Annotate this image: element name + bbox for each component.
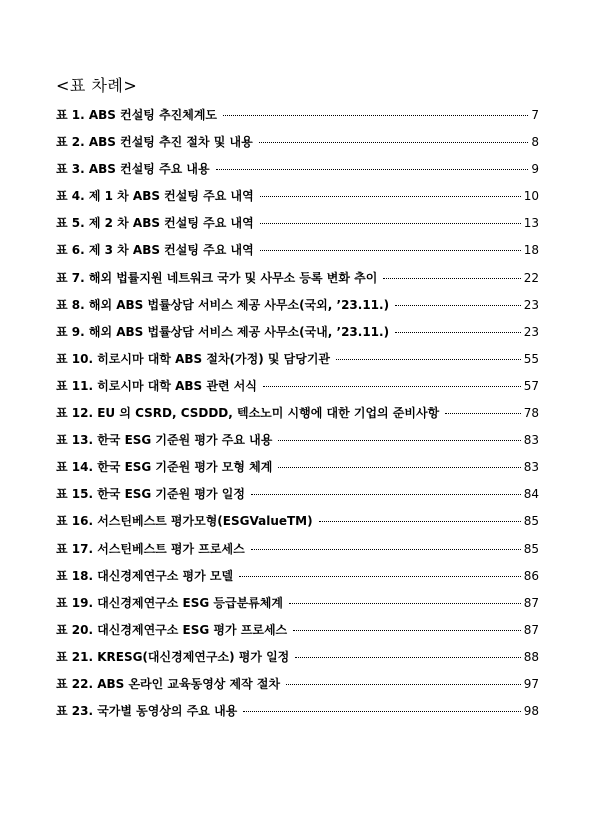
- toc-entry-label: 표 8. 해외 ABS 법률상담 서비스 제공 사무소(국외, ’23.11.): [56, 297, 390, 312]
- dot-leader: [239, 576, 521, 577]
- toc-entry-label: 표 18. 대신경제연구소 평가 모델: [56, 568, 234, 583]
- toc-entry-label: 표 3. ABS 컨설팅 주요 내용: [56, 162, 210, 177]
- toc-entry[interactable]: [56, 269, 539, 296]
- toc-entry-label: 표 15. 한국 ESG 기준원 평가 일정: [56, 487, 245, 502]
- dot-leader: [395, 332, 521, 333]
- page-title: <표 차례>: [56, 76, 138, 95]
- toc-entry-label: 표 20. 대신경제연구소 ESG 평가 프로세스: [56, 622, 288, 637]
- dot-leader: [295, 657, 520, 658]
- toc-entry[interactable]: [56, 106, 539, 133]
- dot-leader: [278, 467, 520, 468]
- toc-entry-label: 표 23. 국가별 동영상의 주요 내용: [56, 704, 238, 719]
- dot-leader: [259, 142, 529, 143]
- dot-leader: [263, 386, 521, 387]
- toc-entry[interactable]: [56, 377, 539, 404]
- dot-leader: [251, 494, 521, 495]
- toc-entry-label: 표 22. ABS 온라인 교육동영상 제작 절차: [56, 676, 281, 691]
- toc-entry[interactable]: [56, 540, 539, 567]
- toc-entry[interactable]: [56, 621, 539, 648]
- toc-entry-page-number: 7: [531, 108, 539, 122]
- toc-entry-page-number: 83: [523, 460, 539, 475]
- toc-entry-label: 표 13. 한국 ESG 기준원 평가 주요 내용: [56, 433, 273, 448]
- toc-entry-page-number: 97: [523, 676, 539, 691]
- toc-entry[interactable]: [56, 512, 539, 539]
- toc-entry-page-number: 88: [523, 649, 539, 664]
- toc-entry-label: 표 2. ABS 컨설팅 추진 절차 및 내용: [56, 135, 253, 150]
- toc-entry[interactable]: [56, 241, 539, 268]
- toc-entry[interactable]: [56, 675, 539, 702]
- dot-leader: [260, 196, 521, 197]
- toc-entry-page-number: 85: [523, 514, 539, 529]
- toc-entry[interactable]: [56, 702, 539, 729]
- toc-entry-page-number: 23: [523, 324, 539, 339]
- toc-entry-page-number: 84: [523, 487, 539, 502]
- toc-entry[interactable]: [56, 431, 539, 458]
- toc-entry-label: 표 6. 제 3 차 ABS 컨설팅 주요 내역: [56, 243, 254, 258]
- dot-leader: [286, 684, 521, 685]
- dot-leader: [319, 521, 521, 522]
- toc-entry-label: 표 12. EU 의 CSRD, CSDDD, 텍소노미 시행에 대한 기업의 준비사항: [56, 406, 440, 421]
- toc-entry[interactable]: [56, 648, 539, 675]
- toc-entry-label: 표 9. 해외 ABS 법률상담 서비스 제공 사무소(국내, ’23.11.): [56, 324, 390, 339]
- dot-leader: [278, 440, 520, 441]
- dot-leader: [289, 603, 521, 604]
- toc-entry-label: 표 11. 히로시마 대학 ABS 관련 서식: [56, 378, 257, 393]
- dot-leader: [395, 305, 521, 306]
- dot-leader: [260, 250, 521, 251]
- toc-entry[interactable]: [56, 350, 539, 377]
- toc-entry-label: 표 1. ABS 컨설팅 추진체계도: [56, 108, 218, 122]
- toc-entry[interactable]: [56, 594, 539, 621]
- dot-leader: [260, 223, 521, 224]
- toc-entry-page-number: 83: [523, 433, 539, 448]
- toc-entry[interactable]: [56, 567, 539, 594]
- toc-entry-label: 표 5. 제 2 차 ABS 컨설팅 주요 내역: [56, 216, 254, 231]
- toc-entry-label: 표 19. 대신경제연구소 ESG 등급분류체계: [56, 595, 283, 610]
- toc-entry-page-number: 23: [523, 297, 539, 312]
- dot-leader: [216, 169, 529, 170]
- toc-entry[interactable]: [56, 485, 539, 512]
- dot-leader: [336, 359, 521, 360]
- toc-entry-page-number: 22: [523, 270, 539, 285]
- dot-leader: [223, 115, 528, 116]
- toc-entry[interactable]: [56, 323, 539, 350]
- toc-entry-label: 표 10. 히로시마 대학 ABS 절차(가정) 및 담당기관: [56, 351, 331, 366]
- dot-leader: [383, 278, 520, 279]
- dot-leader: [251, 549, 521, 550]
- toc-entry[interactable]: [56, 187, 539, 214]
- dot-leader: [445, 413, 521, 414]
- toc-entry[interactable]: [56, 296, 539, 323]
- toc-entry-page-number: 10: [523, 189, 539, 204]
- toc-entry-label: 표 17. 서스틴베스트 평가 프로세스: [56, 541, 245, 556]
- toc-entry-page-number: 13: [523, 216, 539, 231]
- toc-entry[interactable]: [56, 458, 539, 485]
- toc-entry-page-number: 8: [531, 135, 539, 150]
- toc-entry[interactable]: [56, 160, 539, 187]
- toc-entry-page-number: 86: [523, 568, 539, 583]
- toc-entry-label: 표 7. 해외 법률지원 네트워크 국가 및 사무소 등록 변화 추이: [56, 270, 378, 285]
- toc-entry-page-number: 78: [523, 406, 539, 421]
- toc-entry[interactable]: [56, 214, 539, 241]
- dot-leader: [293, 630, 521, 631]
- toc-entry-page-number: 85: [523, 541, 539, 556]
- toc-entry[interactable]: [56, 133, 539, 160]
- toc-entry-label: 표 16. 서스틴베스트 평가모형(ESGValueTM): [56, 514, 313, 529]
- table-of-contents: [56, 106, 539, 729]
- toc-entry-page-number: 18: [523, 243, 539, 258]
- toc-entry-page-number: 87: [523, 595, 539, 610]
- toc-entry-page-number: 87: [523, 622, 539, 637]
- toc-entry-page-number: 98: [523, 704, 539, 719]
- toc-entry-label: 표 14. 한국 ESG 기준원 평가 모형 체계: [56, 460, 273, 475]
- toc-entry-page-number: 55: [523, 351, 539, 366]
- toc-entry[interactable]: [56, 404, 539, 431]
- toc-entry-label: 표 4. 제 1 차 ABS 컨설팅 주요 내역: [56, 189, 254, 204]
- toc-entry-label: 표 21. KRESG(대신경제연구소) 평가 일정: [56, 649, 290, 664]
- toc-entry-page-number: 57: [523, 378, 539, 393]
- dot-leader: [243, 711, 520, 712]
- toc-entry-page-number: 9: [531, 162, 539, 177]
